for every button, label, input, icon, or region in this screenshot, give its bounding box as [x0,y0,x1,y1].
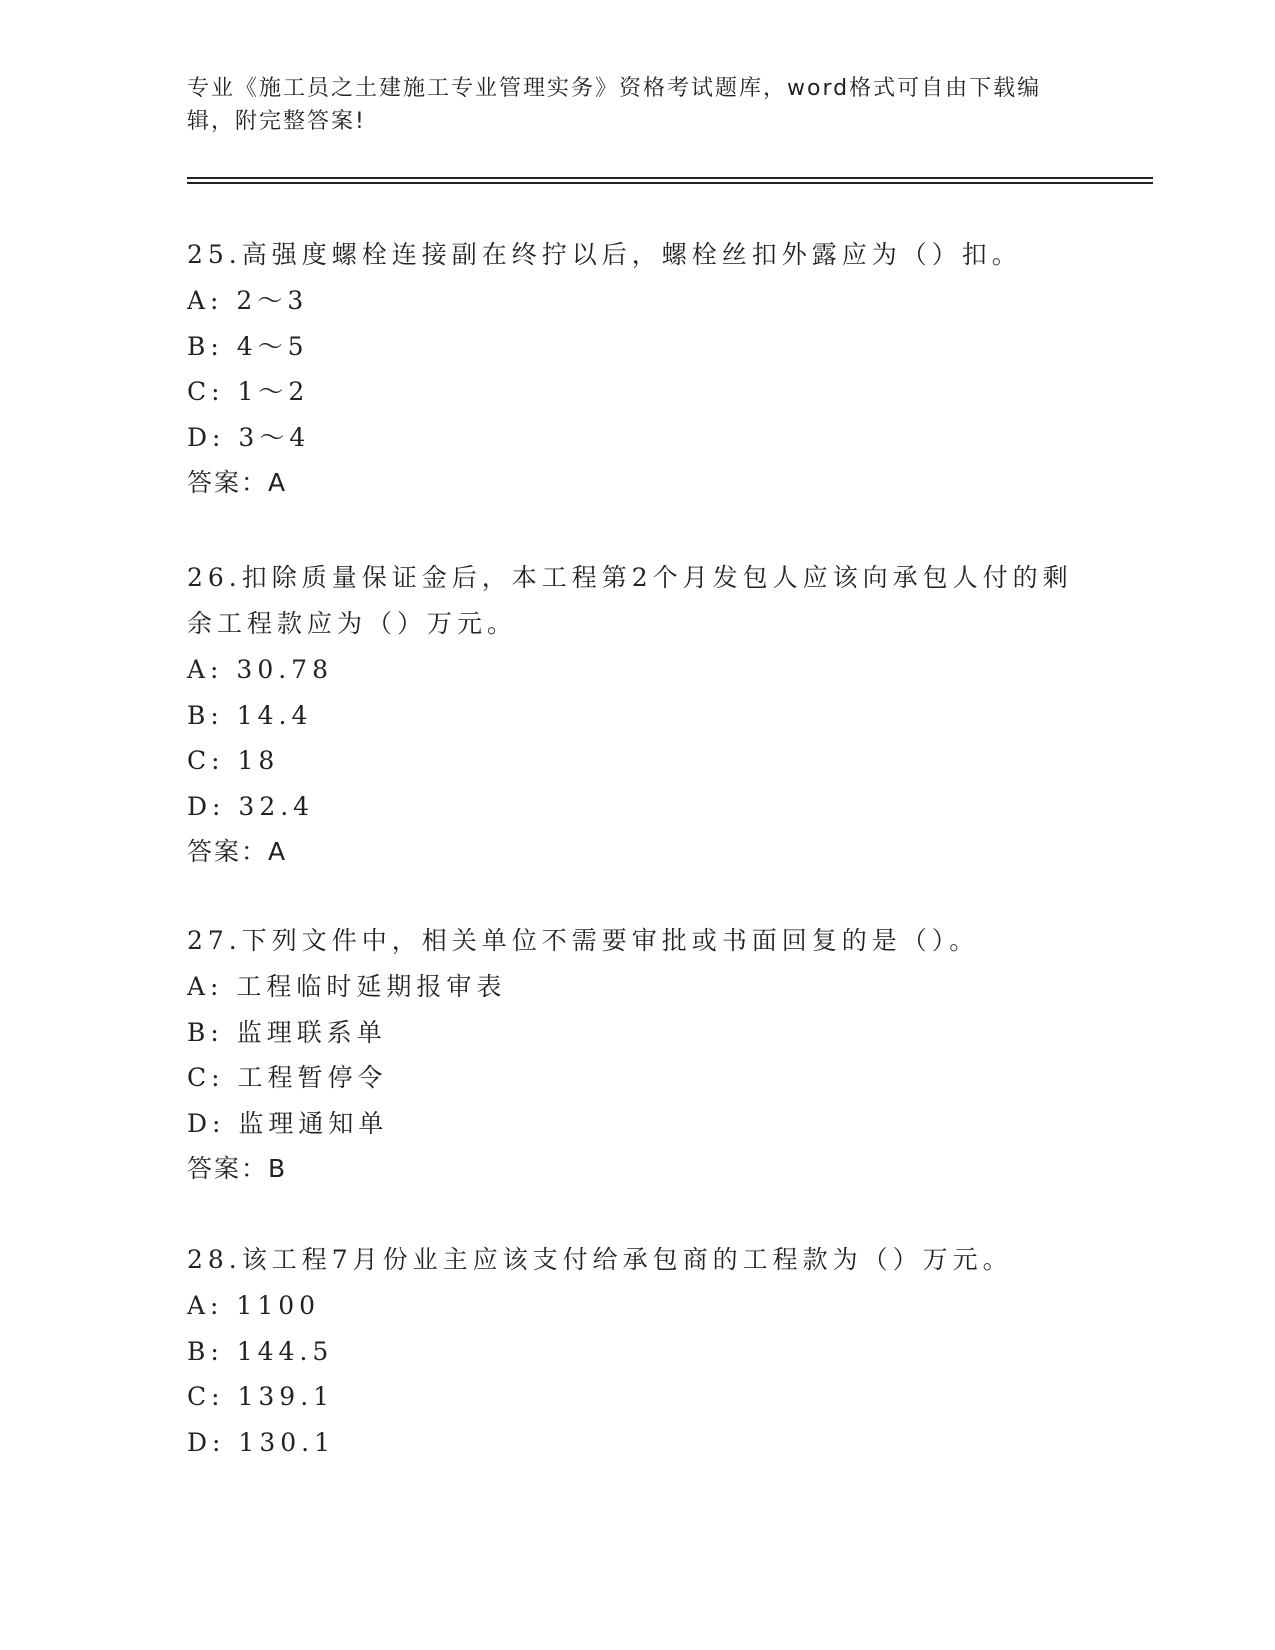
question-stem: 28.该工程7月份业主应该支付给承包商的工程款为（）万元。 [187,1245,1013,1274]
option-c: C: 1～2 [187,377,310,406]
header-rule-bottom [187,182,1153,184]
question-stem: 27.下列文件中，相关单位不需要审批或书面回复的是（）。 [187,926,980,955]
document-header: 专业《施工员之土建施工专业管理实务》资格考试题库，word格式可自由下载编辑，附完整答案! [187,76,1042,134]
option-d: D: 130.1 [187,1427,335,1457]
option-c: C: 139.1 [187,1382,335,1411]
question-stem: 26.扣除质量保证金后，本工程第2个月发包人应该向承包人付的剩余工程款应为（）万元。 [187,563,1073,638]
option-c: C: 18 [187,746,280,775]
option-d: D: 32.4 [187,791,315,821]
option-b: B: 144.5 [187,1336,334,1366]
option-b: B: 14.4 [187,700,313,730]
question-27 [187,918,1087,1192]
option-c: C: 工程暂停令 [187,1063,388,1092]
option-b: B: 监理联系单 [187,1017,387,1047]
question-25 [187,232,1087,506]
option-d: D: 3～4 [187,422,311,452]
question-stem: 25.高强度螺栓连接副在终拧以后，螺栓丝扣外露应为（）扣。 [187,240,1022,269]
answer: 答案：A [187,468,288,497]
option-a: A: 工程临时延期报审表 [187,972,507,1001]
option-b: B: 4～5 [187,331,309,361]
question-26 [187,555,1087,875]
header-rule-top [187,177,1153,179]
option-a: A: 1100 [187,1291,321,1320]
option-a: A: 2～3 [187,286,309,315]
answer: 答案：A [187,837,288,866]
option-d: D: 监理通知单 [187,1108,389,1138]
question-28 [187,1237,1087,1465]
option-a: A: 30.78 [187,655,333,684]
answer: 答案：B [187,1154,288,1183]
